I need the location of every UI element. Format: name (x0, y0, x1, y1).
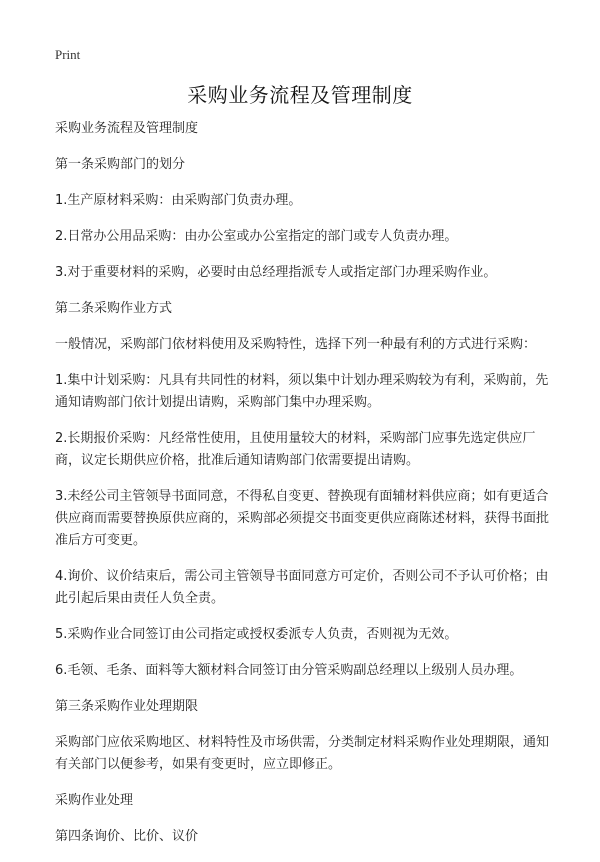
article-2-item-5: 5.采购作业合同签订由公司指定或授权委派专人负责，否则视为无效。 (55, 627, 458, 642)
doc-subtitle: 采购业务流程及管理制度 (55, 121, 199, 136)
article-1-heading: 第一条采购部门的划分 (55, 157, 186, 172)
article-2-item-1: 1.集中计划采购：凡具有共同性的材料，须以集中计划办理采购较为有利，采购前，先通知请购部门依计划提出请购，采购部门集中办理采购。 (55, 373, 549, 410)
article-4-heading: 第四条询价、比价、议价 (55, 829, 199, 844)
article-3-body: 采购部门应依采购地区、材料特性及市场供需，分类制定材料采购作业处理期限，通知有关部门以便参考，如果有变更时，应立即修正。 (55, 735, 550, 772)
article-1-item-3: 3.对于重要材料的采购，必要时由总经理指派专人或指定部门办理采购作业。 (55, 265, 497, 280)
article-1-item-1: 1.生产原材料采购：由采购部门负责办理。 (55, 193, 302, 208)
article-3-heading: 第三条采购作业处理期限 (55, 699, 199, 714)
article-2-item-4: 4.询价、议价结束后，需公司主管领导书面同意方可定价，否则公司不予认可价格；由此引起后果由责任人负全责。 (55, 569, 549, 606)
section-heading-procurement-handling: 采购作业处理 (55, 793, 134, 808)
page-title: 采购业务流程及管理制度 (187, 83, 413, 107)
article-2-item-3: 3.未经公司主管领导书面同意，不得私自变更、替换现有面辅材料供应商；如有更适合供应商而需要替换原供应商的，采购部必须提交书面变更供应商陈述材料，获得书面批准后方可变更。 (55, 489, 550, 548)
article-1-item-2: 2.日常办公用品采购：由办公室或办公室指定的部门或专人负责办理。 (55, 229, 458, 244)
document-body (55, 118, 555, 862)
print-link[interactable]: Print (55, 47, 81, 62)
article-2-heading: 第二条采购作业方式 (55, 301, 173, 316)
article-2-item-2: 2.长期报价采购：凡经常性使用，且使用量较大的材料，采购部门应事先选定供应厂商，议定长期供应价格，批准后通知请购部门依需要提出请购。 (55, 431, 536, 468)
article-2-intro: 一般情况，采购部门依材料使用及采购特性，选择下列一种最有利的方式进行采购： (55, 337, 537, 352)
article-2-item-6: 6.毛领、毛条、面料等大额材料合同签订由分管采购副总经理以上级别人员办理。 (55, 663, 523, 678)
